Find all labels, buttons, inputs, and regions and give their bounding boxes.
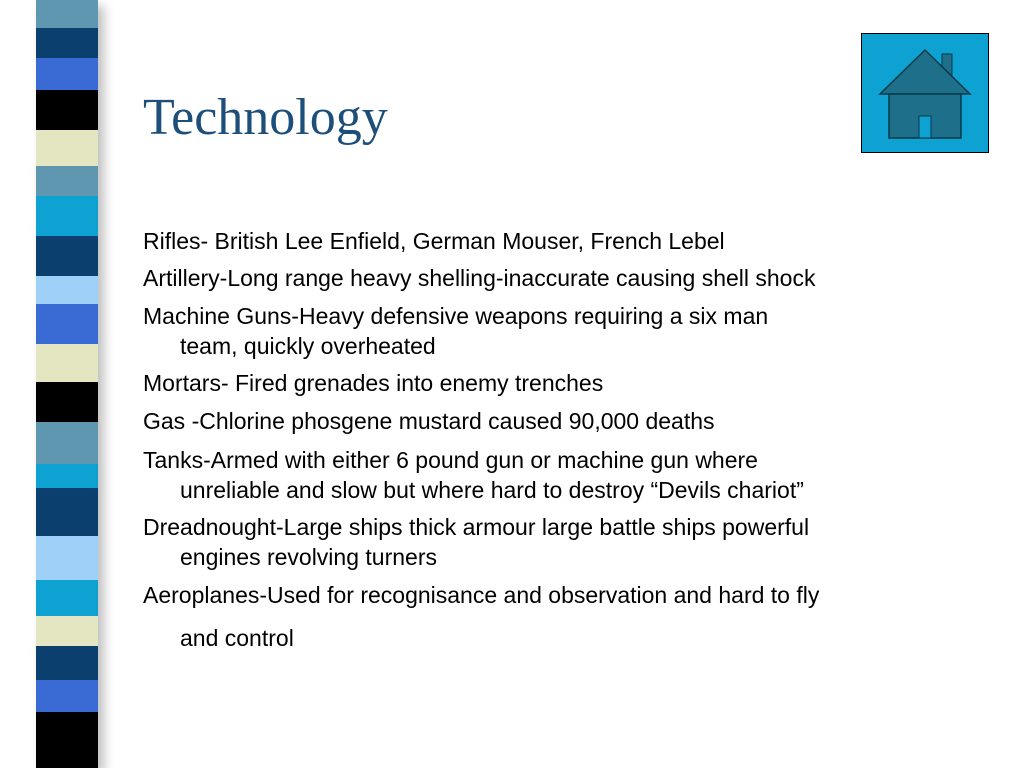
bullet-text-line: Tanks-Armed with either 6 pound gun or machine gun where [143,447,758,473]
bullet-text-line: Dreadnought-Large ships thick armour large battle ships powerful [143,514,810,540]
bullet-text-line: Gas -Chlorine phosgene mustard caused 90,000 deaths [143,408,715,434]
bullet-text-line: and control [180,625,294,651]
bullet-text-line: Aeroplanes-Used for recognisance and observation and hard to fly [143,582,820,608]
bullet-text-line: unreliable and slow but where hard to destroy “Devils chariot” [180,477,804,503]
bullet-text-line: Rifles- British Lee Enfield, German Mouser, French Lebel [143,228,725,254]
bullet-text-line: Artillery-Long range heavy shelling-inaccurate causing shell shock [143,265,816,291]
bullet-text-line: Machine Guns-Heavy defensive weapons requiring a six man [143,303,769,329]
bullet-text-line: engines revolving turners [180,544,437,570]
bullet-text-line: team, quickly overheated [180,333,436,359]
slide-title: Technology [143,89,388,146]
bullet-text-line: Mortars- Fired grenades into enemy trenches [143,370,604,396]
